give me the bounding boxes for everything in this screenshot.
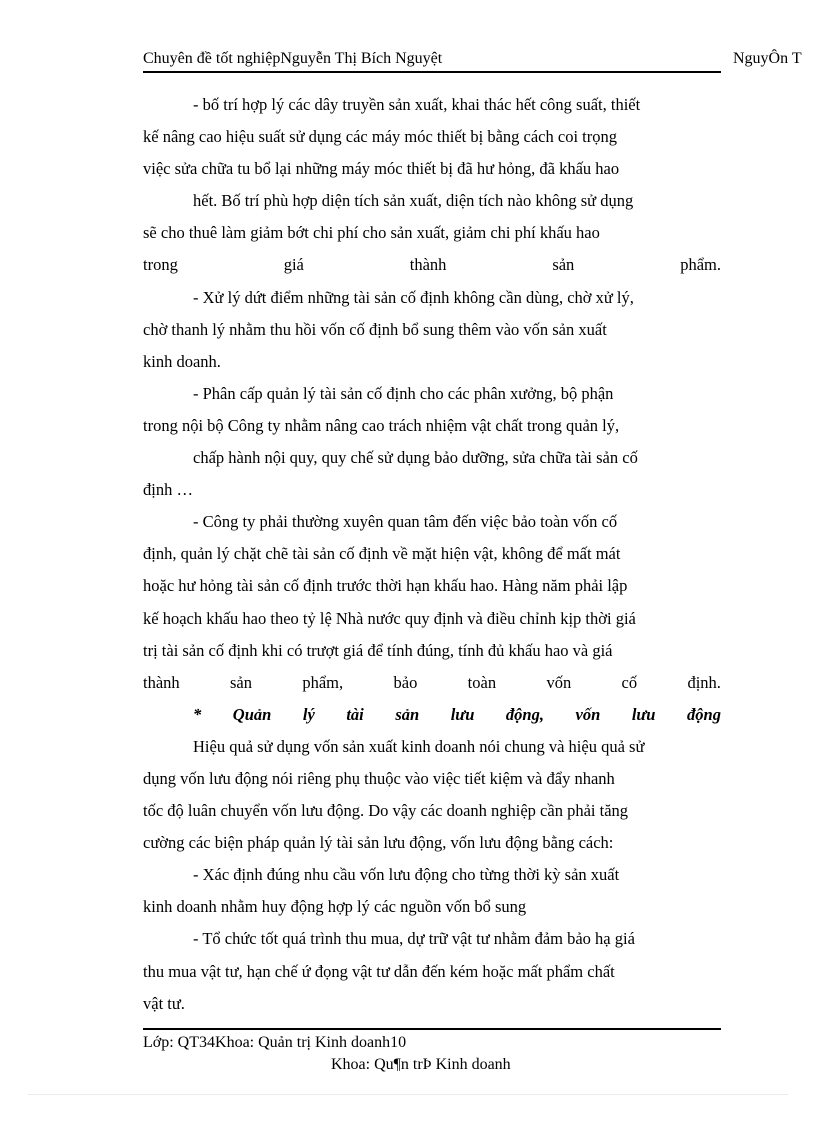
word: phẩm. [680,255,721,275]
word: toàn [467,672,497,692]
justified-line [143,667,721,699]
header-title: Chuyên đề tốt nghiệpNguyễn Thị Bích Nguyệt [143,50,443,67]
section-heading [143,699,721,731]
footer-faculty-line: Khoa: Qu¶n trÞ Kinh doanh [331,1056,511,1073]
word: trong [143,255,178,275]
word: vốn [575,704,601,724]
text-line: vật tư. [143,993,185,1013]
word: thành [409,255,447,275]
word: thành [143,672,180,692]
text-line: định … [143,480,193,500]
page-edge-divider [28,1094,788,1095]
justified-line [143,249,721,281]
footer-class-line: Lớp: QT34Khoa: Quản trị Kinh doanh10 [143,1034,407,1051]
text-line: kế nâng cao hiệu suất sử dụng các máy móc thiết bị bằng cách coi trọng [143,127,617,147]
header-author: NguyÔn T [733,50,802,67]
text-line: thu mua vật tư, hạn chế ứ đọng vật tư dẫn đến kém hoặc mất phẩm chất [143,961,615,981]
word: định. [687,672,721,692]
text-line: việc sửa chữa tu bổ lại những máy móc thiết bị đã hư hỏng, đã khấu hao [143,159,620,179]
text-line: - Xác định đúng nhu cầu vốn lưu động cho từng thời kỳ sản xuất [193,865,620,885]
word: sản [230,672,253,692]
text-line: kinh doanh nhằm huy động hợp lý các nguồn vốn bổ sung [143,897,527,917]
text-line: chờ thanh lý nhằm thu hồi vốn cố định bổ sung thêm vào vốn sản xuất [143,319,607,339]
text-line: - Công ty phải thường xuyên quan tâm đến việc bảo toàn vốn cố [193,512,618,532]
word: phẩm, [302,672,344,692]
text-line: kinh doanh. [143,351,221,371]
word: tài [346,704,364,724]
word: bảo [393,672,418,692]
word: lưu [631,704,656,724]
text-line: sẽ cho thuê làm giảm bớt chi phí cho sản xuất, giảm chi phí khấu hao [143,223,600,243]
word: động [687,704,721,724]
text-line: kế hoạch khấu hao theo tỷ lệ Nhà nước quy định và điều chỉnh kịp thời giá [143,608,636,628]
text-line: hết. Bố trí phù hợp diện tích sản xuất, diện tích nào không sử dụng [193,191,634,211]
word: sản [552,255,575,275]
word: giá [283,255,304,275]
text-line: tốc độ luân chuyển vốn lưu động. Do vậy các doanh nghiệp cần phải tăng [143,801,629,821]
text-line: dụng vốn lưu động nói riêng phụ thuộc vào việc tiết kiệm và đẩy nhanh [143,768,615,788]
word: động, [505,704,544,724]
text-line: - Tổ chức tốt quá trình thu mua, dự trữ vật tư nhằm đảm bảo hạ giá [193,929,635,949]
word: Quản [232,704,272,724]
word: lý [302,704,315,724]
text-line: chấp hành nội quy, quy chế sử dụng bảo dưỡng, sửa chữa tài sản cố [193,448,638,468]
word: lưu [450,704,475,724]
text-line: - Phân cấp quản lý tài sản cố định cho các phân xưởng, bộ phận [193,383,614,403]
text-line: định, quản lý chặt chẽ tài sản cố định về mặt hiện vật, không để mất mát [143,544,621,564]
heading-bullet: * [193,704,202,724]
word: sản [395,704,420,724]
text-line: trong nội bộ Công ty nhằm nâng cao trách nhiệm vật chất trong quản lý, [143,415,620,435]
word: cố [621,672,638,692]
text-line: - Xử lý dứt điểm những tài sản cố định không cần dùng, chờ xử lý, [193,287,634,307]
header-rule [143,71,721,73]
word: vốn [546,672,572,692]
footer-rule [143,1028,721,1030]
text-line: cường các biện pháp quản lý tài sản lưu động, vốn lưu động bằng cách: [143,833,614,853]
text-line: Hiệu quả sử dụng vốn sản xuất kinh doanh nói chung và hiệu quả sử [193,736,645,756]
text-line: trị tài sản cố định khi có trượt giá để tính đúng, tính đủ khấu hao và giá [143,640,613,660]
text-line: hoặc hư hỏng tài sản cố định trước thời hạn khấu hao. Hàng năm phải lập [143,576,628,596]
text-line: - bố trí hợp lý các dây truyền sản xuất, khai thác hết công suất, thiết [193,95,641,114]
document-body [143,89,721,1020]
